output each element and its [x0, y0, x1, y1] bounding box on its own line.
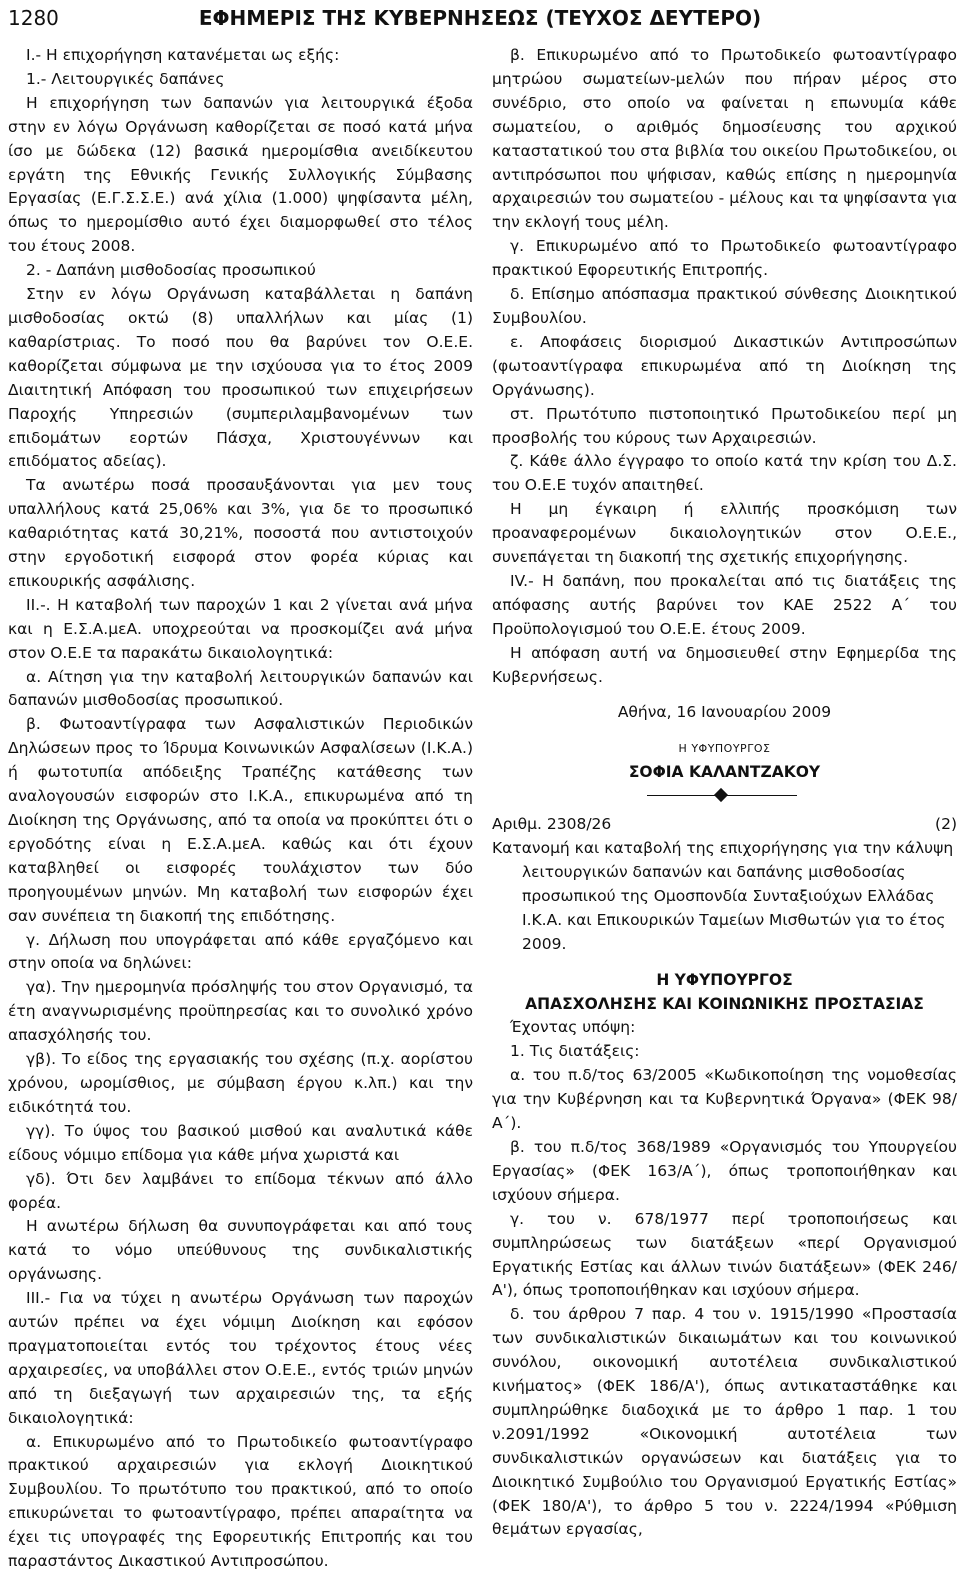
- page-number: 1280: [8, 6, 59, 30]
- right-column: [492, 44, 957, 1539]
- section-divider: [492, 787, 957, 805]
- paragraph: ζ. Κάθε άλλο έγγραφο το οποίο κατά την κρίση του Δ.Σ. του Ο.Ε.Ε τυχόν απαιτηθεί.: [492, 452, 957, 495]
- paragraph: γα). Την ημερομηνία πρόσληψής του στον Οργανισμό, τα έτη αναγνωρισμένης προϋπηρεσίας και το συνολικό χρόνο απασχόλησής του.: [8, 978, 473, 1045]
- paragraph: γ. Δήλωση που υπογράφεται από κάθε εργαζόμενο και στην οποία να δηλώνει:: [8, 930, 473, 973]
- paragraph: Η επιχορήγηση των δαπανών για λειτουργικά έξοδα στην εν λόγω Οργάνωση καθορίζεται σε ποσό κατά μήνα ίσο με δώδεκα (12) βασικά ημερομίσθια ανειδίκευτου εργάτη της Εθνικής Γενικής Συλλογικής Σύμβασης Εργασίας (Ε.Γ.Σ.Σ.Ε.) ανά χίλια (1.000) ψηφίσαντα μέλη, όπως το ημερομίσθιο αυτό έχει διαμορφωθεί στο τέλος του έτους 2008.: [8, 93, 473, 256]
- paragraph: α. Επικυρωμένο από το Πρωτοδικείο φωτοαντίγραφο πρακτικού αρχαιρεσιών για εκλογή Διοικητικού Συμβουλίου. Το πρωτότυπο του πρακτικού, από το οποίο επικυρώνεται το φωτοαντίγραφο, πρέπει απαραίτητα να έχει τις υπογραφές της Εφορευτικής Επιτροπής και του παραστάντος Δικαστικού Αντιπροσώπου.: [8, 1432, 473, 1571]
- decision-subject: Κατανομή και καταβολή της επιχορήγησης για την κάλυψη λειτουργικών δαπανών και δαπάνης μισθοδοσίας προσωπικού της Ομοσπονδία Συνταξιούχων Ελλάδας Ι.Κ.Α. και Επικουρικών Ταμείων Μισθωτών για το έτος 2009.: [492, 839, 954, 953]
- spacer: [492, 957, 957, 969]
- paragraph: γδ). Ότι δεν λαμβάνει το επίδομα τέκνων από άλλο φορέα.: [8, 1169, 473, 1212]
- paragraph: ΙV.- Η δαπάνη, που προκαλείται από τις διατάξεις της απόφασης αυτής βαρύνει τον ΚΑΕ 2522 Α΄ του Προϋπολογισμού του Ο.Ε.Ε. έτους 2009.: [492, 571, 957, 638]
- decision-number: Αριθμ. 2308/26: [492, 815, 612, 834]
- paragraph: ΙΙΙ.- Για να τύχει η ανωτέρω Οργάνωση των παροχών αυτών πρέπει να έχει νόμιμη Διοίκηση και εφόσον πραγματοποιείται εντός του τρέχοντος έτους νέες αρχαιρεσίες, να υποβάλλει στον Ο.Ε.Ε., εντός τριών μηνών από τη διεξαγωγή των αρχαιρεσιών της, τα εξής δικαιολογητικά:: [8, 1289, 473, 1427]
- paragraph: Η ανωτέρω δήλωση θα συνυπογράφεται και από τους κατά το νόμο υπεύθυνους της συνδικαλιστικής οργάνωσης.: [8, 1217, 473, 1284]
- diamond-icon: [714, 788, 728, 802]
- paragraph: ε. Αποφάσεις διορισμού Δικαστικών Αντιπροσώπων (φωτοαντίγραφα επικυρωμένα από τη Διοίκηση της Οργάνωσης).: [492, 332, 957, 399]
- paragraph: δ. του άρθρου 7 παρ. 4 του ν. 1915/1990 «Προστασία των συνδικαλιστικών δικαιωμάτων και του κοινωνικού συνόλου, οικονομική αυτοτέλεια συνδικαλιστικού κινήματος» (ΦΕΚ 186/Α'), όπως αντικαταστάθηκε και συμπληρώθηκε διαδοχικά με το άρθρο 1 παρ. 1 του ν.2091/1992 «Οικονομική αυτοτέλεια των συνδικαλιστικών οργανώσεων και διατάξεις για το Διοικητικό Συμβούλιο του Οργανισμού Εργατικής Εστίας» (ΦΕΚ 180/Α'), το άρθρο 5 του ν. 2224/1994 «Ρύθμιση θεμάτων εργασίας,: [492, 1305, 957, 1539]
- section-heading: 1.- Λειτουργικές δαπάνες: [26, 69, 225, 88]
- paragraph: γβ). Το είδος της εργασιακής του σχέσης (π.χ. αορίστου χρόνου, ωρομίσθιος, με σύμβαση έργου κ.λπ.) και την ειδικότητά του.: [8, 1050, 473, 1116]
- authority-heading: Η ΥΦΥΠΟΥΡΓΟΣ: [656, 970, 793, 989]
- paragraph: δ. Επίσημο απόσπασμα πρακτικού σύνθεσης Διοικητικού Συμβουλίου.: [492, 285, 957, 327]
- paragraph: Στην εν λόγω Οργάνωση καταβάλλεται η δαπάνη μισθοδοσίας οκτώ (8) υπαλλήλων και μίας (1) καθαρίστριας. Το ποσό που θα βαρύνει τον Ο.Ε.Ε. καθορίζεται σύμφωνα με την ισχύουσα για το έτος 2009 Διαιτητική Απόφαση του προσωπικού των επιχειρήσεων Παροχής Υπηρεσιών (συμπεριλαμβανομένων των επιδομάτων εορτών Πάσχα, Χριστουγέννων και επιδόματος αδείας).: [8, 285, 473, 471]
- gazette-title: ΕΦΗΜΕΡΙΣ ΤΗΣ ΚΥΒΕΡΝΗΣΕΩΣ (ΤΕΥΧΟΣ ΔΕΥΤΕΡΟ): [198, 6, 762, 30]
- paragraph: στ. Πρωτότυπο πιστοποιητικό Πρωτοδικείου περί μη προσβολής του κύρους των Αρχαιρεσιών.: [492, 404, 957, 447]
- paragraph: Η μη έγκαιρη ή ελλιπής προσκόμιση των προαναφερομένων δικαιολογητικών στον Ο.Ε.Ε., συνεπάγεται τη διακοπή της σχετικής επιχορήγησης.: [492, 500, 957, 567]
- paragraph: 1. Τις διατάξεις:: [510, 1042, 640, 1061]
- paragraph: β. του π.δ/τος 368/1989 «Οργανισμός του Υπουργείου Εργασίας» (ΦΕΚ 163/Α΄), όπως τροποποιήθηκαν και ισχύουν σήμερα.: [492, 1137, 957, 1204]
- signature-place-date: Αθήνα, 16 Ιανουαρίου 2009: [617, 703, 832, 722]
- paragraph: γ. του ν. 678/1977 περί τροποποιήσεως και συμπληρώσεως των διατάξεων «περί Οργανισμού Εργατικής Εστίας και άλλων τινών διατάξεων» (ΦΕΚ 246/Α'), όπως τροποποιήθηκαν και ισχύουν σήμερα.: [492, 1209, 957, 1300]
- paragraph: γγ). Το ύψος του βασικού μισθού και αναλυτικά κάθε είδους νόμιμο επίδομα για κάθε μήνα χωριστά και: [8, 1121, 473, 1164]
- paragraph: γ. Επικυρωμένο από το Πρωτοδικείο φωτοαντίγραφο πρακτικού Εφορευτικής Επιτροπής.: [492, 237, 957, 280]
- paragraph: Τα ανωτέρω ποσά προσαυξάνονται για μεν τους υπαλλήλους κατά 25,06% και 3%, για δε το προσωπικό καθαριότητας κατά 30,21%, ποσοστά που αντιστοιχούν στην εργοδοτική εισφορά στον φορέα κύριας και επικουρικής ασφάλισης.: [8, 476, 473, 590]
- paragraph: α. του π.δ/τος 63/2005 «Κωδικοποίηση της νομοθεσίας για την Κυβέρνηση και τα Κυβερνητικά Όργανα» (ΦΕΚ 98/Α΄).: [492, 1066, 957, 1133]
- paragraph: β. Επικυρωμένο από το Πρωτοδικείο φωτοαντίγραφο μητρώου σωματείων-μελών που πήραν μέρος στο συνέδριο, στο οποίο να φαίνεται η επωνυμία κάθε σωματείου, ο αριθμός δημοσίευσης του αρχικού καταστατικού του στα βιβλία του οικείου Πρωτοδικείου, οι αντιπρόσωποι που ψήφισαν, καθώς επίσης η ημερομηνία αρχαιρεσιών του σωματείου - μέλους και τα ψηφίσαντα για την εκλογή τους μέλη.: [492, 46, 957, 232]
- spacer: [492, 689, 957, 701]
- signature-role: Η ΥΦΥΠΟΥΡΓΟΣ: [678, 742, 771, 756]
- paragraph: Ι.- Η επιχορήγηση κατανέμεται ως εξής:: [26, 46, 340, 64]
- paragraph: α. Αίτηση για την καταβολή λειτουργικών δαπανών και δαπανών μισθοδοσίας προσωπικού.: [8, 667, 473, 710]
- decision-number-row: [492, 813, 957, 837]
- page-header: [0, 0, 960, 44]
- paragraph: β. Φωτοαντίγραφα των Ασφαλιστικών Περιοδικών Δηλώσεων προς το Ίδρυμα Κοινωνικών Ασφαλίσεων (Ι.Κ.Α.) ή φωτοτυπία απόδειξης Τραπέζης κατάθεσης των αναλογουσών εισφορών στο Ι.Κ.Α., επικυρωμένα από τη Διοίκηση της Οργάνωσης, από τα οποία να προκύπτει ότι ο εργοδότης είναι η Ε.Σ.Α.μεΑ. καθώς και ότι έχουν καταβληθεί οι εισφορές τουλάχιστον των δύο προηγουμένων μηνών. Μη καταβολή των εισφορών έχει σαν συνέπεια τη διακοπή της επιδότησης.: [8, 715, 473, 925]
- spacer: [492, 725, 957, 737]
- ministry-heading: ΑΠΑΣΧΟΛΗΣΗΣ ΚΑΙ ΚΟΙΝΩΝΙΚΗΣ ΠΡΟΣΤΑΣΙΑΣ: [525, 994, 924, 1013]
- paragraph: ΙΙ.-. Η καταβολή των παροχών 1 και 2 γίνεται ανά μήνα και η Ε.Σ.Α.μεΑ. υποχρεούται να προσκομίζει ανά μήνα στον Ο.Ε.Ε τα παρακάτω δικαιολογητικά:: [8, 595, 473, 662]
- paragraph: Έχοντας υπόψη:: [510, 1018, 636, 1037]
- paragraph: Η απόφαση αυτή να δημοσιευθεί στην Εφημερίδα της Κυβερνήσεως.: [492, 643, 957, 686]
- decision-sequence: (2): [935, 815, 957, 834]
- section-heading: 2. - Δαπάνη μισθοδοσίας προσωπικού: [26, 261, 316, 280]
- left-column: [8, 44, 473, 1571]
- signature-name: ΣΟΦΙΑ ΚΑΛΑΝΤΖΑΚΟΥ: [628, 763, 821, 782]
